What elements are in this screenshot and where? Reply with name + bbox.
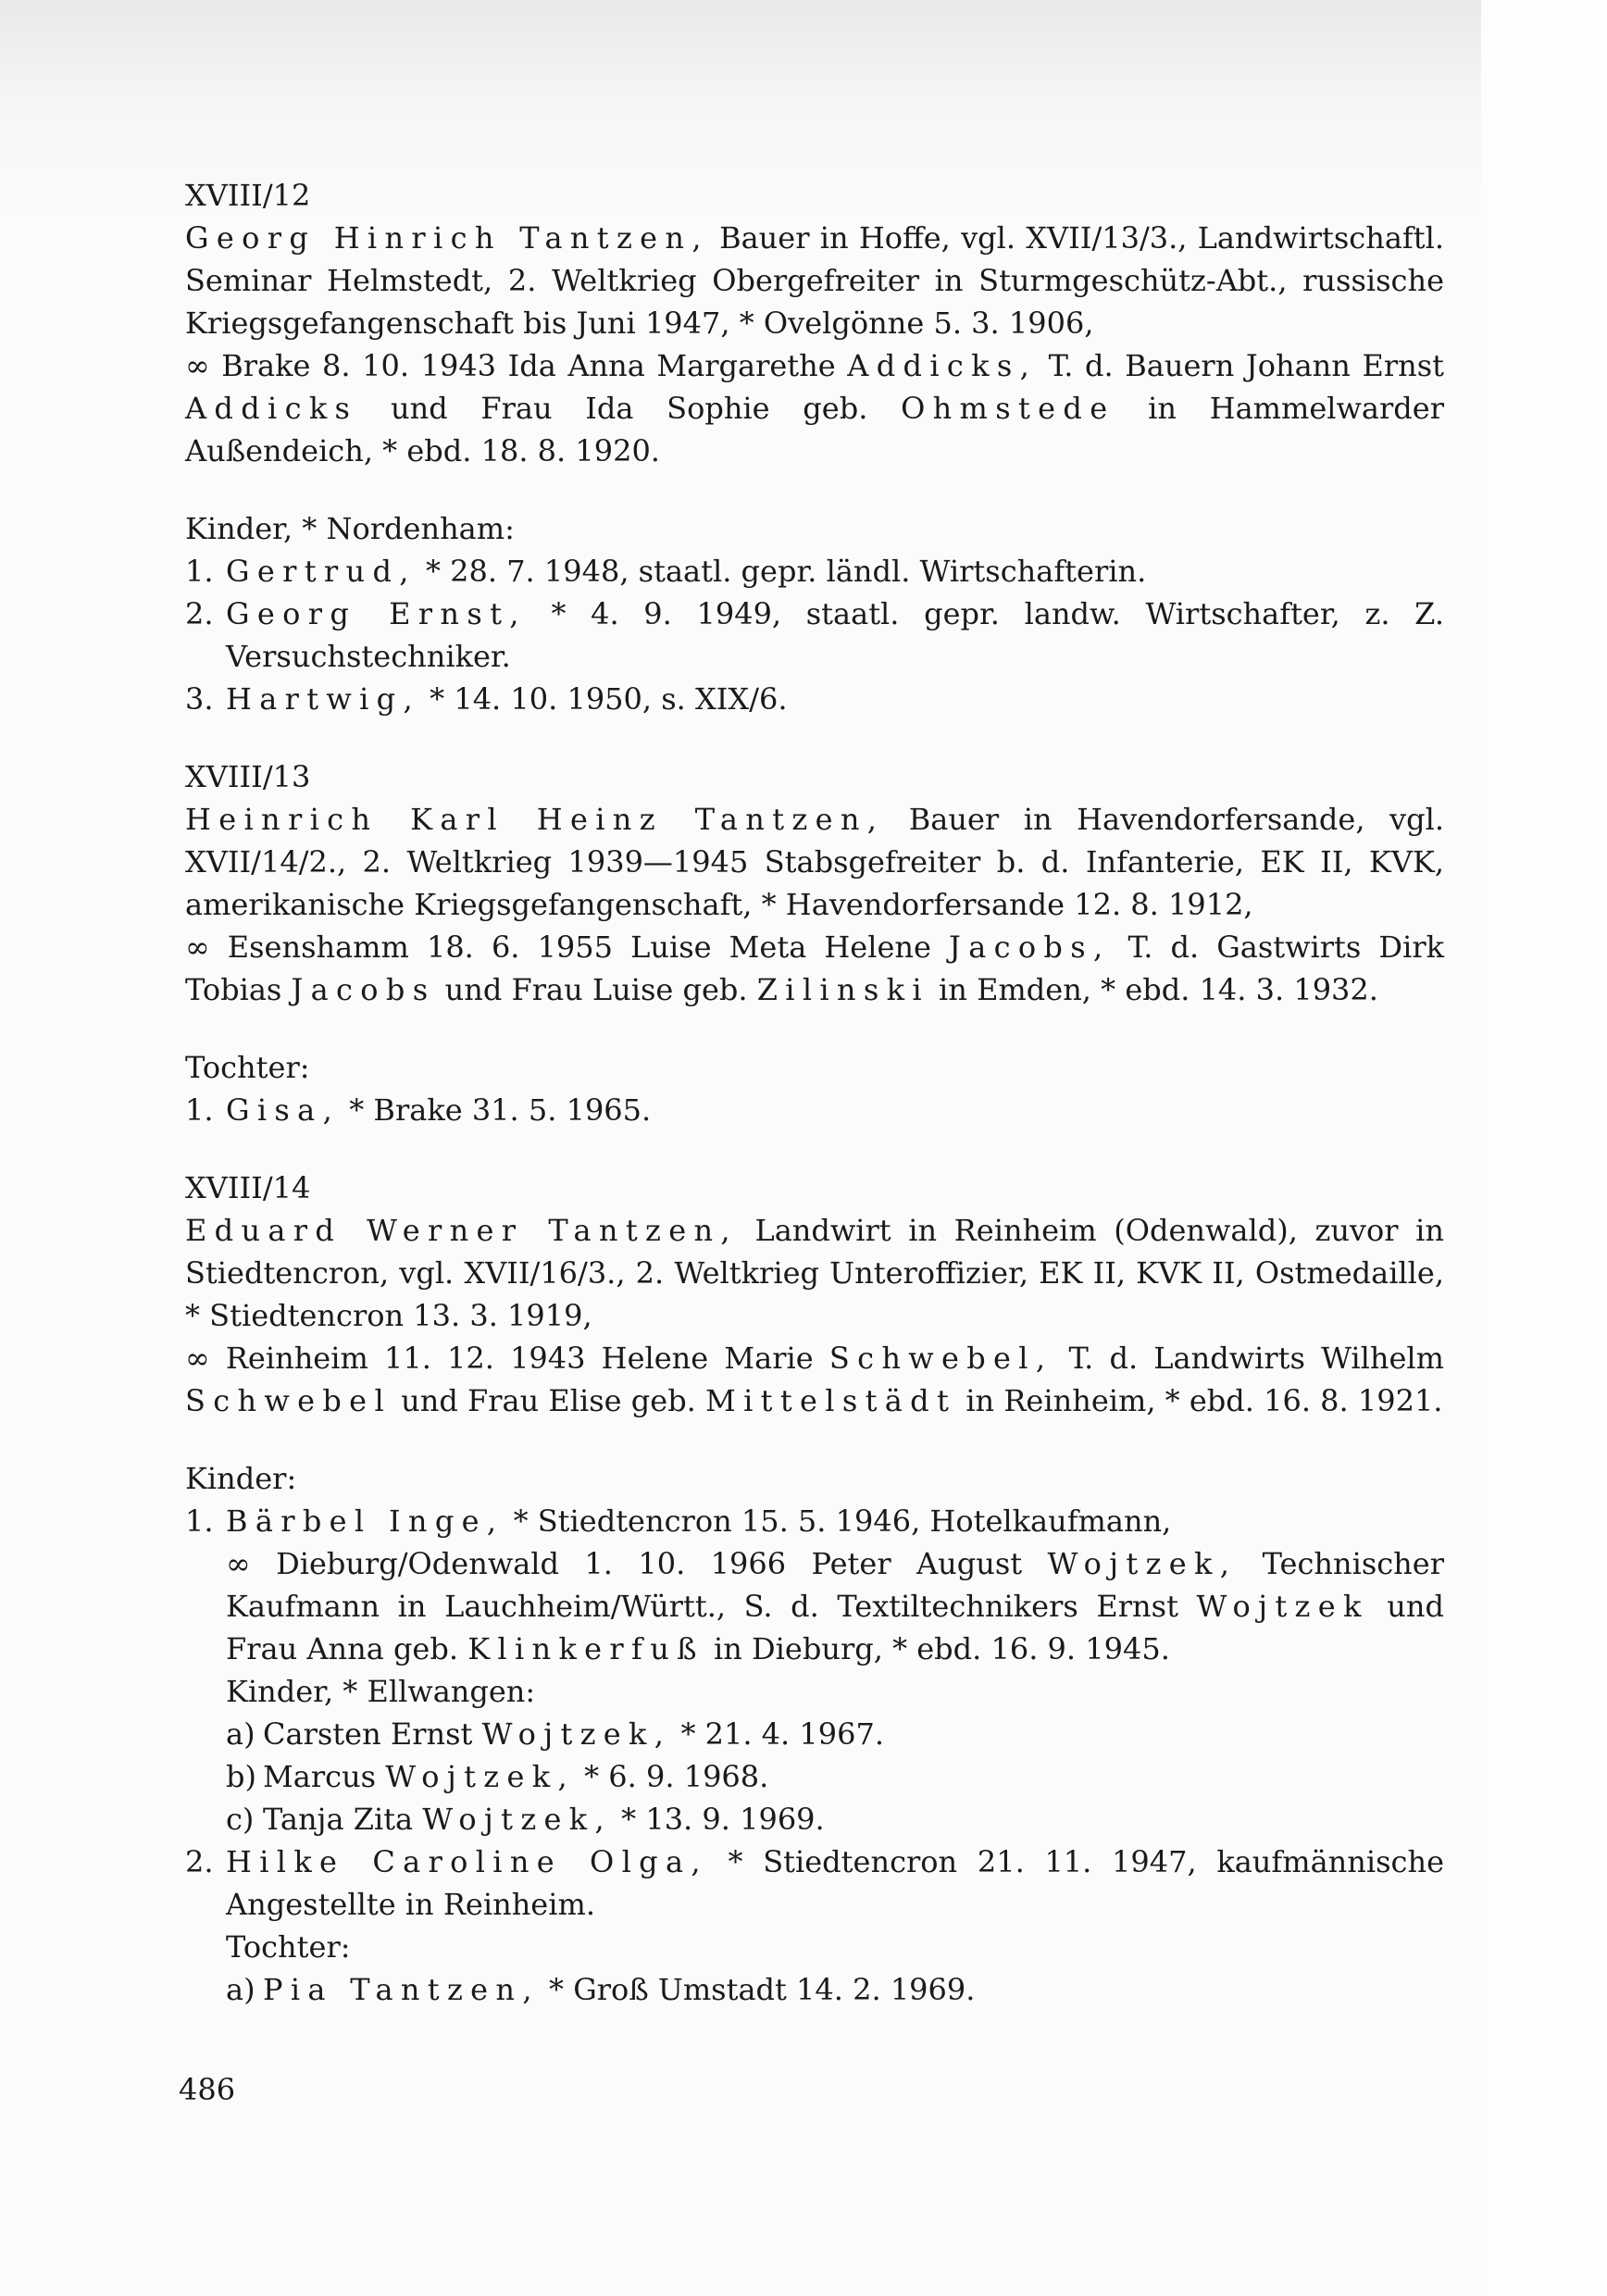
- birth-text: * 6. 9. 1968.: [574, 1759, 769, 1794]
- entry-biography: [185, 217, 1444, 344]
- marriage-text: ∞ Reinheim 11. 12. 1943 Helene Marie: [185, 1341, 829, 1376]
- child-name: Gertrud,: [226, 554, 417, 589]
- entry-xviii-12: [185, 174, 1444, 720]
- list-item: [185, 678, 1444, 720]
- item-letter: b): [226, 1759, 256, 1794]
- children-list: [185, 1089, 1444, 1131]
- biography-text: Landwirt in Reinheim (Odenwald), zuvor in Stiedtencron, vgl. XVII/16/3., 2. Weltkrieg Unteroffizier, EK II, KVK II, Ostmedaille, * Stiedtencron 13. 3. 1919,: [185, 1213, 1444, 1333]
- parent-surname: Addicks: [185, 391, 358, 426]
- marriage-line: [185, 926, 1444, 1011]
- person-name: Heinrich Karl Heinz Tantzen,: [185, 802, 885, 837]
- child-name: Georg Ernst,: [226, 596, 527, 631]
- maiden-name: Klinkerfuß: [467, 1631, 704, 1666]
- marriage-text: ∞ Esenshamm 18. 6. 1955 Luise Meta Helene: [185, 930, 950, 965]
- child-name: Hartwig,: [226, 681, 420, 717]
- marriage-text: in Hammelwarder Außendeich, * ebd. 18. 8. 1920.: [185, 391, 1445, 468]
- marriage-text: in Dieburg, * ebd. 16. 9. 1945.: [704, 1631, 1170, 1666]
- child-text: * 4. 9. 1949, staatl. gepr. landw. Wirtschafter, z. Z. Versuchstechniker.: [226, 596, 1445, 674]
- child-name: Gisa,: [226, 1092, 341, 1128]
- list-item: [185, 550, 1444, 593]
- list-item: [226, 1798, 1444, 1841]
- children-list: [185, 1500, 1444, 2011]
- marriage-text: und Frau Elise geb.: [392, 1383, 706, 1418]
- list-item: [185, 1500, 1444, 1841]
- children-heading: Kinder, * Nordenham:: [185, 511, 515, 546]
- marriage-text: und Frau Luise geb.: [435, 972, 757, 1007]
- item-number: 2.: [185, 1844, 214, 1879]
- marriage-text: T. d. Landwirts Wilhelm: [1053, 1341, 1445, 1376]
- list-item: [185, 1089, 1444, 1131]
- child-text: * 14. 10. 1950, s. XIX/6.: [419, 681, 788, 717]
- grandchildren-list: [226, 1713, 1444, 1841]
- given-names: Tanja Zita: [263, 1802, 423, 1837]
- marriage-text: in Emden, * ebd. 14. 3. 1932.: [928, 972, 1378, 1007]
- marriage-text: Technischer Kaufmann in Lauchheim/Württ., S. d. Textiltechnikers Ernst: [226, 1546, 1445, 1624]
- grandchildren-heading: Tochter:: [226, 1929, 351, 1965]
- entry-xviii-13: [185, 755, 1444, 1131]
- marriage-text: T. d. Bauern Johann Ernst: [1037, 348, 1445, 383]
- item-number: 3.: [185, 681, 214, 717]
- given-names: Carsten Ernst: [263, 1716, 482, 1752]
- list-item: [185, 593, 1444, 678]
- item-number: 1.: [185, 554, 214, 589]
- item-number: 2.: [185, 596, 214, 631]
- marriage-line: [185, 1337, 1444, 1422]
- surname: Wojtzek,: [385, 1759, 575, 1794]
- person-name: Georg Hinrich Tantzen,: [185, 220, 709, 256]
- entry-id: XVIII/13: [185, 759, 311, 794]
- children-heading: Kinder:: [185, 1461, 297, 1496]
- entry-xviii-14: [185, 1167, 1444, 2011]
- maiden-name: Zilinski: [756, 972, 929, 1007]
- grandchild-name: Pia Tantzen,: [263, 1972, 540, 2007]
- entry-id: XVIII/14: [185, 1170, 311, 1205]
- item-number: 1.: [185, 1504, 214, 1539]
- parent-surname: Jacobs: [291, 972, 436, 1007]
- given-names: Marcus: [263, 1759, 386, 1794]
- spouse-surname: Schwebel,: [828, 1341, 1053, 1376]
- marriage-text: und Frau Ida Sophie geb.: [357, 391, 902, 426]
- birth-text: * 13. 9. 1969.: [611, 1802, 825, 1837]
- spouse-surname: Addicks,: [847, 348, 1038, 383]
- list-item: [185, 1841, 1444, 2011]
- entry-id: XVIII/12: [185, 178, 311, 213]
- surname: Wojtzek,: [481, 1716, 672, 1752]
- child-text: * 28. 7. 1948, staatl. gepr. ländl. Wirtschafterin.: [416, 554, 1147, 589]
- child-name: Bärbel Inge,: [226, 1504, 505, 1539]
- marriage-text: ∞ Brake 8. 10. 1943 Ida Anna Margarethe: [185, 348, 848, 383]
- parent-surname: Wojtzek: [1196, 1589, 1369, 1624]
- entry-biography: [185, 798, 1444, 926]
- grandchildren-list: [226, 1968, 1444, 2011]
- list-item: [226, 1713, 1444, 1755]
- child-text: * Brake 31. 5. 1965.: [340, 1092, 652, 1128]
- list-item: [226, 1755, 1444, 1798]
- grandchildren-heading: Kinder, * Ellwangen:: [226, 1674, 536, 1709]
- biography-text: Bauer in Havendorfersande, vgl. XVII/14/2., 2. Weltkrieg 1939—1945 Stabsgefreiter b. d. Infanterie, EK II, KVK, amerikanische Kriegsgefangenschaft, * Havendorfersande 12. 8. 1912,: [185, 802, 1444, 922]
- person-name: Eduard Werner Tantzen,: [185, 1213, 738, 1248]
- item-number: 1.: [185, 1092, 214, 1128]
- children-heading: Tochter:: [185, 1050, 310, 1085]
- item-letter: a): [226, 1716, 255, 1752]
- entry-biography: [185, 1209, 1444, 1337]
- marriage-text: ∞ Dieburg/Odenwald 1. 10. 1966 Peter August: [226, 1546, 1048, 1581]
- spouse-surname: Jacobs,: [949, 930, 1111, 965]
- child-text: * Stiedtencron 21. 11. 1947, kaufmännische Angestellte in Reinheim.: [226, 1844, 1445, 1922]
- item-letter: c): [226, 1802, 255, 1837]
- birth-text: * Groß Umstadt 14. 2. 1969.: [539, 1972, 976, 2007]
- marriage-text: T. d. Gastwirts Dirk Tobias: [185, 930, 1445, 1007]
- list-item: [226, 1968, 1444, 2011]
- maiden-name: Mittelstädt: [705, 1383, 957, 1418]
- page-number: 486: [179, 2072, 236, 2107]
- birth-text: * 21. 4. 1967.: [671, 1716, 884, 1752]
- marriage-text: in Reinheim, * ebd. 16. 8. 1921.: [956, 1383, 1443, 1418]
- child-name: Hilke Caroline Olga,: [226, 1844, 708, 1879]
- page-content: [185, 174, 1444, 2046]
- spouse-surname: Wojtzek,: [1047, 1546, 1238, 1581]
- marriage-text: und Frau Anna geb.: [226, 1589, 1445, 1666]
- item-letter: a): [226, 1972, 255, 2007]
- parent-surname: Schwebel: [185, 1383, 392, 1418]
- marriage-line: [185, 344, 1444, 472]
- surname: Wojtzek,: [422, 1802, 612, 1837]
- child-marriage-line: [226, 1542, 1444, 1670]
- maiden-name: Ohmstede: [901, 391, 1115, 426]
- biography-text: Bauer in Hoffe, vgl. XVII/13/3., Landwirtschaftl. Seminar Helmstedt, 2. Weltkrieg Obergefreiter in Sturmgeschütz-Abt., russische Kriegsgefangenschaft bis Juni 1947, * Ovelgönne 5. 3. 1906,: [185, 220, 1445, 341]
- children-list: [185, 550, 1444, 720]
- child-text: * Stiedtencron 15. 5. 1946, Hotelkaufmann,: [504, 1504, 1172, 1539]
